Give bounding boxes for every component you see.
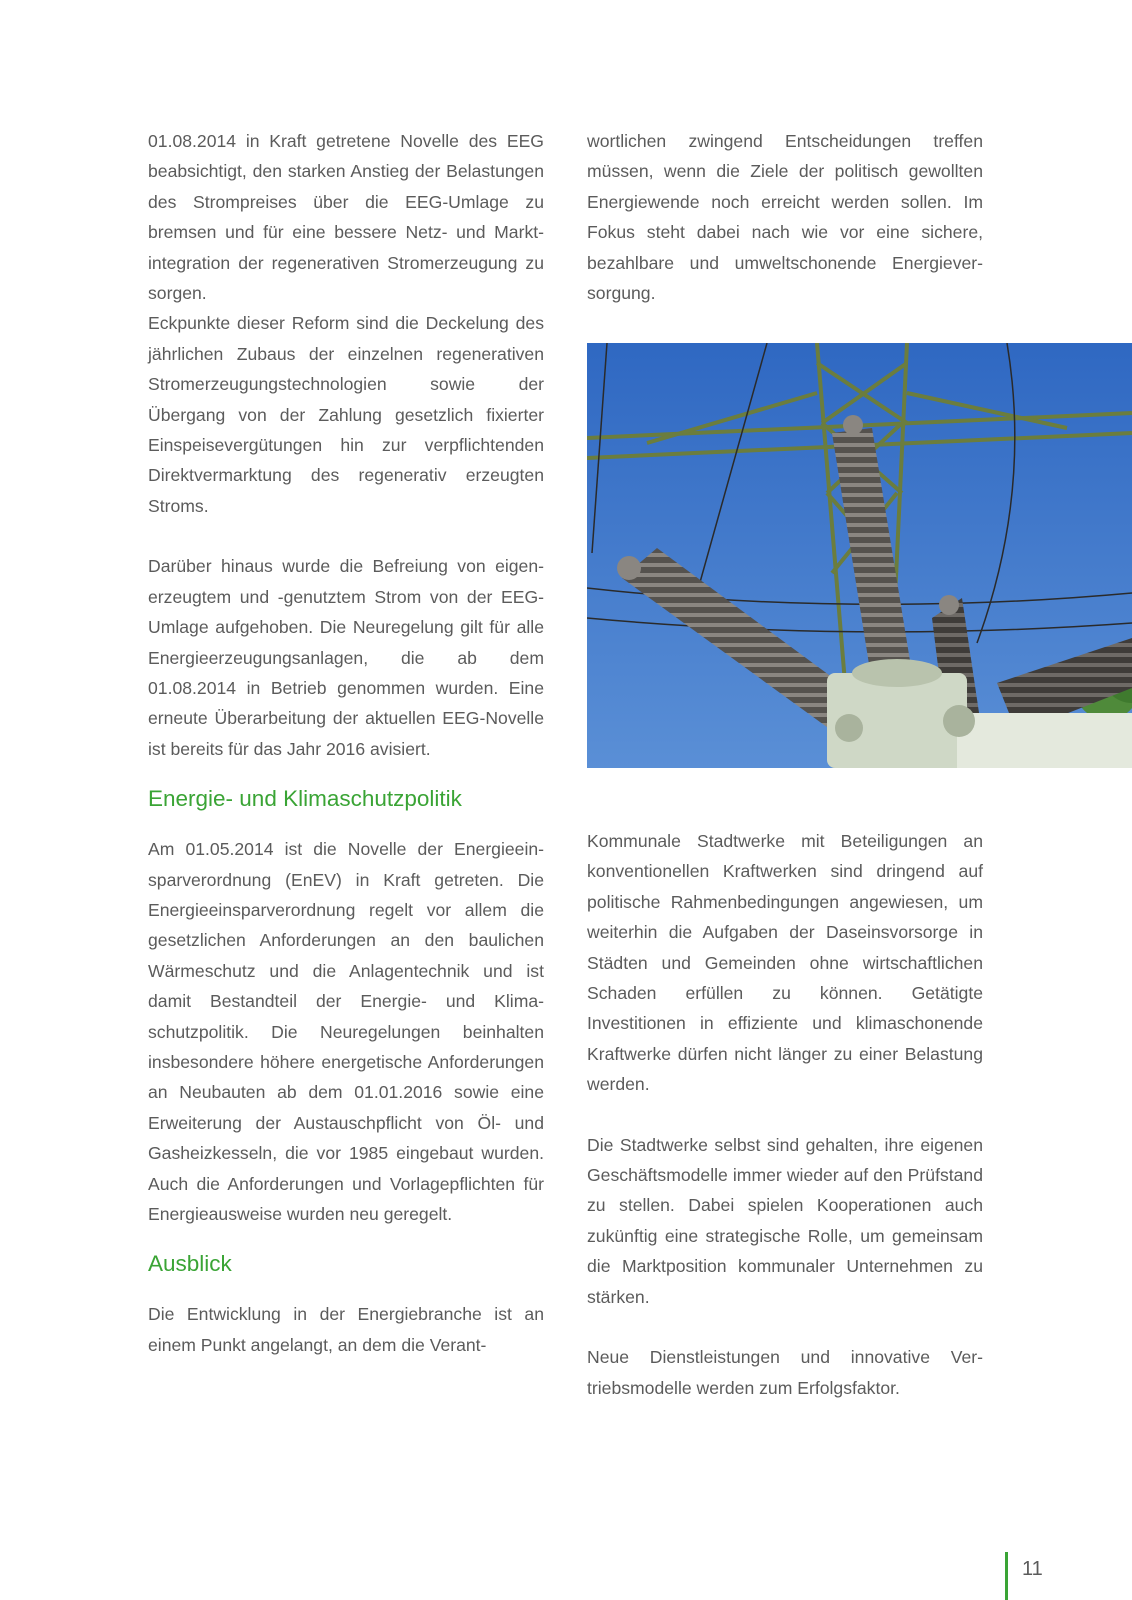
paragraph-eeg-umlage: Darüber hinaus wurde die Befreiung von eigenerzeugtem und -genutztem Strom von der EEG-Umlage aufgehoben. Die Neuregelung gilt für alle Energieerzeugungsanlagen, die ab dem 01.08.2014 in Betrieb genommen wurden. Eine erneute Überarbeitung der aktuellen EEG-Novelle ist bereits für das Jahr 2016 avisiert. [148,556,544,759]
paragraph-ausblick-continued: wortlichen zwingend Entscheidungen treffen müssen, wenn die Ziele der politisch gewollten Energiewende noch erreicht werden sollen. Im Fokus steht dabei nach wie vor eine sichere, bezahlbare und umweltschonende Energieversorgung. [587,131,983,304]
paragraph-reform-eckpunkte: Eckpunkte dieser Reform sind die Deckelung des jährlichen Zubaus der einzelnen regenerativen Stromerzeugungstechnologien sowie der Übergang von der Zahlung gesetzlich fixierter Einspeisevergütungen hin zur verpflichtenden Direktvermarktung des regenerativ erzeugten Stroms. [148,313,544,516]
page-number-marker [1005,1552,1043,1600]
paragraph-ausblick: Die Entwicklung in der Energiebranche ist an einem Punkt angelangt, an dem die Verant- [148,1304,544,1355]
paragraph-eeg-novelle: 01.08.2014 in Kraft getretene Novelle des EEG beabsichtigt, den starken Anstieg der Belastungen des Strompreises über die EEG-Umlage zu bremsen und für eine bessere Netz- und Marktintegration der regenerativen Stromerzeugung zu sorgen. [148,131,544,304]
right-column-bottom [587,826,983,1403]
left-column [148,126,544,1360]
paragraph-geschaeftsmodelle: Die Stadtwerke selbst sind gehalten, ihre eigenen Geschäftsmodelle immer wieder auf den Prüfstand zu stellen. Dabei spielen Kooperationen auch zukünftig eine strategische Rolle, um gemeinsam die Marktposition kommunaler Unternehmen zu stärken. [587,1134,983,1307]
paragraph-dienstleistungen: Neue Dienstleistungen und innovative Vertriebsmodelle werden zum Erfolgsfaktor. [587,1347,983,1398]
right-column-top [587,126,983,308]
high-voltage-insulators-photo [587,343,1132,768]
page-number: 11 [1022,1558,1043,1580]
heading-ausblick: Ausblick [148,1251,232,1277]
photo-illustration [587,343,1132,768]
paragraph-kommunale-stadtwerke: Kommunale Stadtwerke mit Beteiligungen an konventionellen Kraftwerken sind dringend auf politische Rahmenbedingungen angewiesen, um weiterhin die Aufgaben der Daseinsvorsorge in Städten und Gemeinden ohne wirtschaftlichen Schaden erfüllen zu können. Getätigte Investitionen in effiziente und klimaschonende Kraftwerke dürfen nicht länger zu einer Belastung werden. [587,831,983,1095]
paragraph-enev: Am 01.05.2014 ist die Novelle der Energieeinsparverordnung (EnEV) in Kraft getreten. Die Energieeinsparverordnung regelt vor allem die gesetzlichen Anforderungen an den baulichen Wärmeschutz und die Anlagentechnik und ist damit Bestandteil der Energie- und Klimaschutzpolitik. Die Neuregelungen beinhalten insbesondere höhere energetische Anforderungen an Neubauten ab dem 01.01.2016 sowie eine Erweiterung der Austauschpflicht von Öl- und Gasheizkesseln, die vor 1985 eingebaut wurden. Auch die Anforderungen und Vorlagepflichten für Energieausweise wurden neu geregelt. [148,839,544,1224]
heading-energie-klimaschutzpolitik: Energie- und Klimaschutzpolitik [148,786,462,812]
